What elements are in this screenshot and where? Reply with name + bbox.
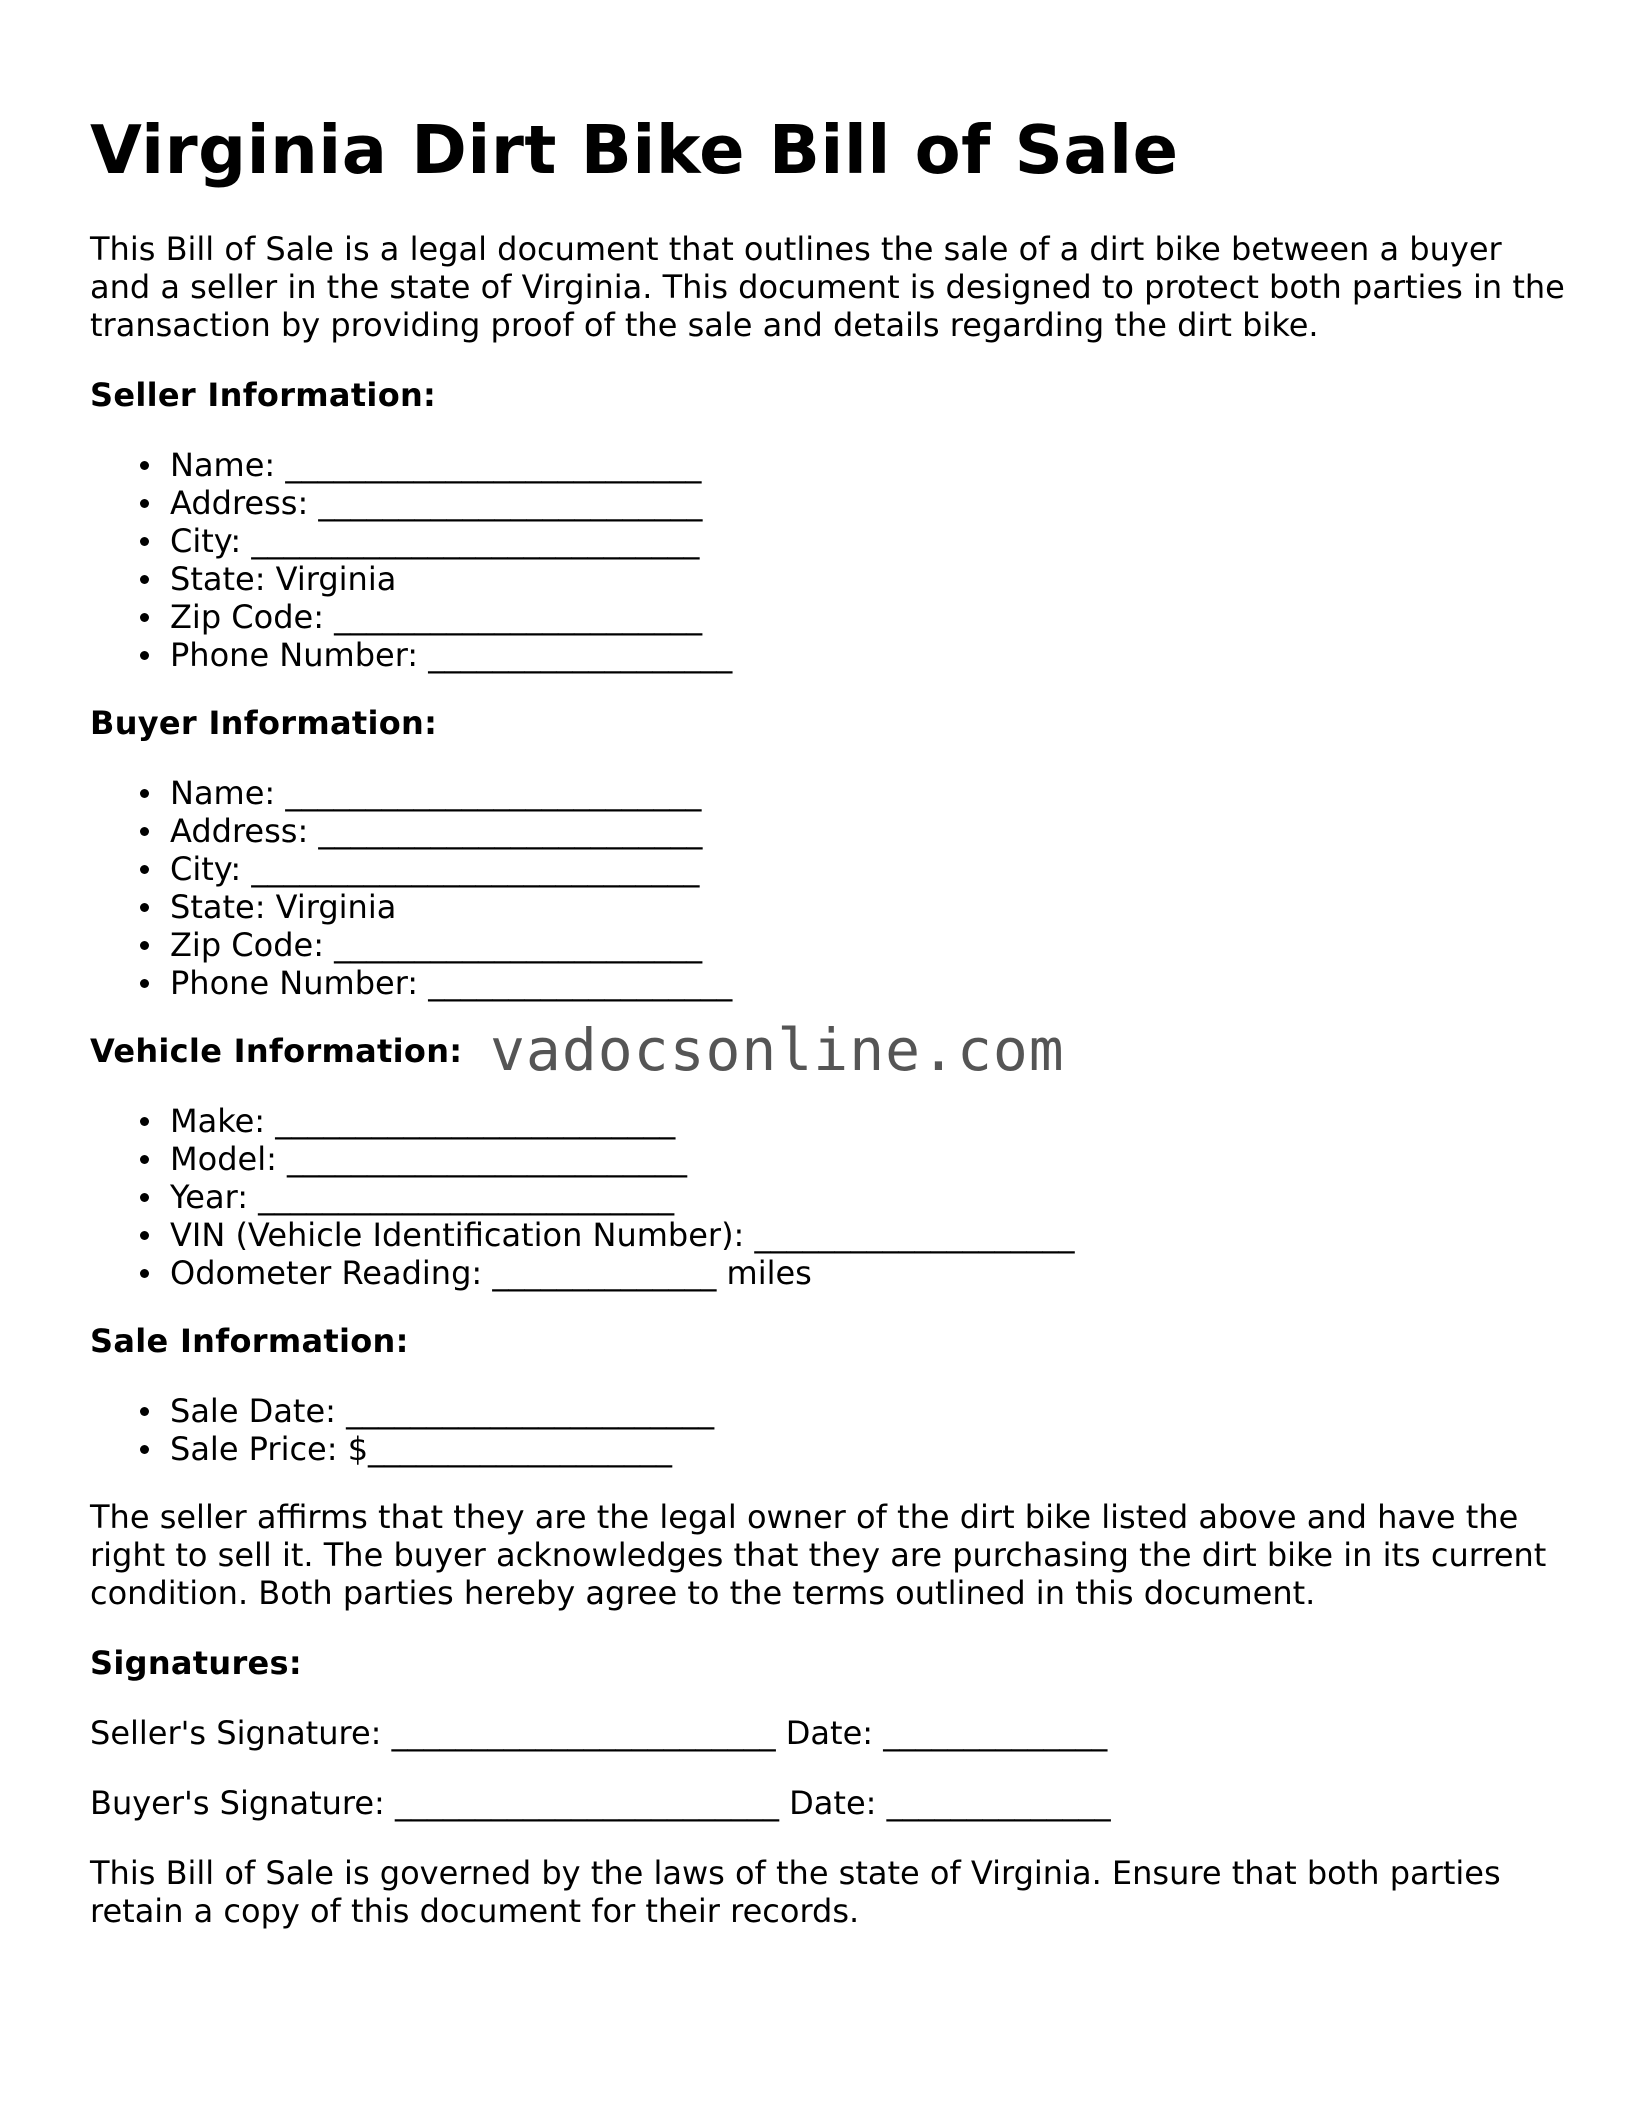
vehicle-list [90, 1102, 1570, 1292]
vehicle-heading: Vehicle Information: [90, 1032, 463, 1070]
affirmation-paragraph: The seller affirms that they are the legal owner of the dirt bike listed above and have the right to sell it. The buyer acknowledges that they are purchasing the dirt bike in its current condition. Both parties hereby agree to the terms outlined in this document. [90, 1498, 1547, 1612]
buyer-address-field[interactable]: Address: ________________________ [170, 812, 1570, 850]
sale-date-field[interactable]: Sale Date: _______________________ [170, 1392, 1570, 1430]
buyer-city-field[interactable]: City: ____________________________ [170, 850, 1570, 888]
document-page [90, 110, 1570, 1962]
seller-list [90, 446, 1570, 674]
vehicle-odometer-field[interactable]: Odometer Reading: ______________ miles [170, 1254, 1570, 1292]
buyer-state-field: State: Virginia [170, 888, 1570, 926]
seller-phone-field[interactable]: Phone Number: ___________________ [170, 636, 1570, 674]
buyer-phone-field[interactable]: Phone Number: ___________________ [170, 964, 1570, 1002]
vehicle-vin-field[interactable]: VIN (Vehicle Identification Number): ____________________ [170, 1216, 1570, 1254]
sale-price-field[interactable]: Sale Price: $___________________ [170, 1430, 1570, 1468]
vehicle-heading-row [90, 1016, 1570, 1084]
buyer-list [90, 774, 1570, 1002]
document-title: Virginia Dirt Bike Bill of Sale [90, 111, 1179, 189]
vehicle-make-field[interactable]: Make: _________________________ [170, 1102, 1570, 1140]
intro-paragraph: This Bill of Sale is a legal document that outlines the sale of a dirt bike between a buyer and a seller in the state of Virginia. This document is designed to protect both parties in the transaction by providing proof of the sale and details regarding the dirt bike. [90, 230, 1565, 344]
sale-heading: Sale Information: [90, 1322, 409, 1360]
seller-city-field[interactable]: City: ____________________________ [170, 522, 1570, 560]
sale-list [90, 1392, 1570, 1468]
buyer-signature-line[interactable]: Buyer's Signature: ________________________ Date: ______________ [90, 1784, 1111, 1822]
seller-zip-field[interactable]: Zip Code: _______________________ [170, 598, 1570, 636]
buyer-heading: Buyer Information: [90, 704, 438, 742]
seller-heading: Seller Information: [90, 376, 437, 414]
seller-name-field[interactable]: Name: __________________________ [170, 446, 1570, 484]
vehicle-year-field[interactable]: Year: __________________________ [170, 1178, 1570, 1216]
vehicle-model-field[interactable]: Model: _________________________ [170, 1140, 1570, 1178]
seller-state-field: State: Virginia [170, 560, 1570, 598]
seller-signature-line[interactable]: Seller's Signature: ________________________ Date: ______________ [90, 1714, 1108, 1752]
buyer-name-field[interactable]: Name: __________________________ [170, 774, 1570, 812]
watermark-text: vadocsonline.com [490, 1016, 1065, 1084]
closing-paragraph: This Bill of Sale is governed by the laws of the state of Virginia. Ensure that both parties retain a copy of this document for their records. [90, 1854, 1501, 1930]
seller-address-field[interactable]: Address: ________________________ [170, 484, 1570, 522]
signatures-heading: Signatures: [90, 1644, 303, 1682]
buyer-zip-field[interactable]: Zip Code: _______________________ [170, 926, 1570, 964]
